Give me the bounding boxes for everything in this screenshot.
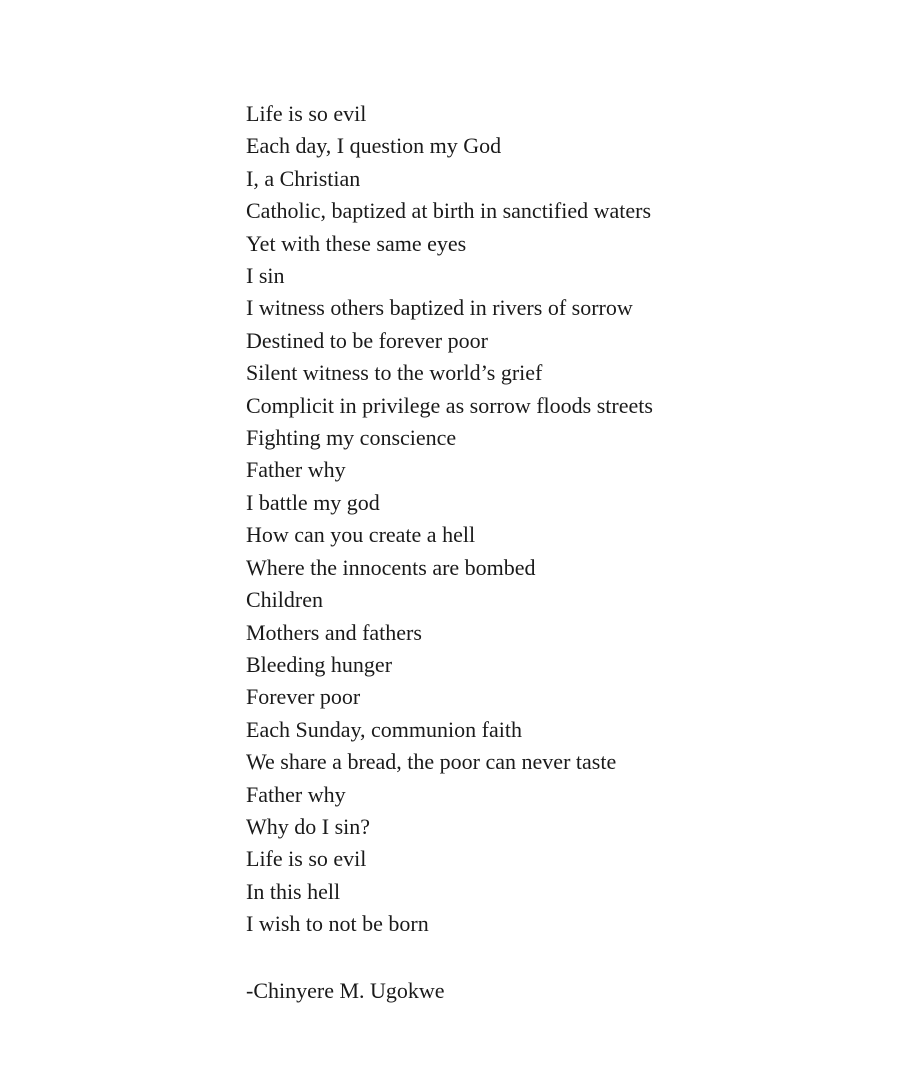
- poem-line: Mothers and fathers: [246, 619, 422, 645]
- poem-line: Life is so evil: [246, 846, 367, 872]
- poem-line: I sin: [246, 263, 285, 289]
- poem-line: Bleeding hunger: [246, 651, 393, 677]
- poem-line: Complicit in privilege as sorrow floods streets: [246, 392, 653, 418]
- poem-line: How can you create a hell: [246, 522, 476, 548]
- poem-line: Forever poor: [246, 684, 361, 710]
- poem-line: We share a bread, the poor can never taste: [246, 749, 617, 775]
- author-signature: -Chinyere M. Ugokwe: [246, 978, 445, 1003]
- poem-line: I wish to not be born: [246, 911, 429, 937]
- poem-line: Silent witness to the world’s grief: [246, 360, 543, 386]
- poem-line: Fighting my conscience: [246, 425, 457, 451]
- poem-line: Each Sunday, communion faith: [246, 716, 522, 742]
- poem-line: Why do I sin?: [246, 813, 371, 839]
- poem-line: Life is so evil: [246, 101, 367, 126]
- poem-line: Father why: [246, 781, 346, 807]
- poem-line: In this hell: [246, 878, 341, 904]
- poem-line: Father why: [246, 457, 346, 483]
- poem-line: Each day, I question my God: [246, 133, 502, 159]
- poem-line: I witness others baptized in rivers of sorrow: [246, 295, 633, 321]
- poem-line: Where the innocents are bombed: [246, 554, 536, 580]
- poem-line: Yet with these same eyes: [246, 230, 467, 256]
- poem-line: Catholic, baptized at birth in sanctified waters: [246, 198, 652, 224]
- poem-body: [246, 98, 653, 941]
- poem-line: I, a Christian: [246, 165, 361, 191]
- poem-line: Destined to be forever poor: [246, 327, 488, 353]
- poem-line: Children: [246, 587, 323, 613]
- poem-line: I battle my god: [246, 489, 380, 515]
